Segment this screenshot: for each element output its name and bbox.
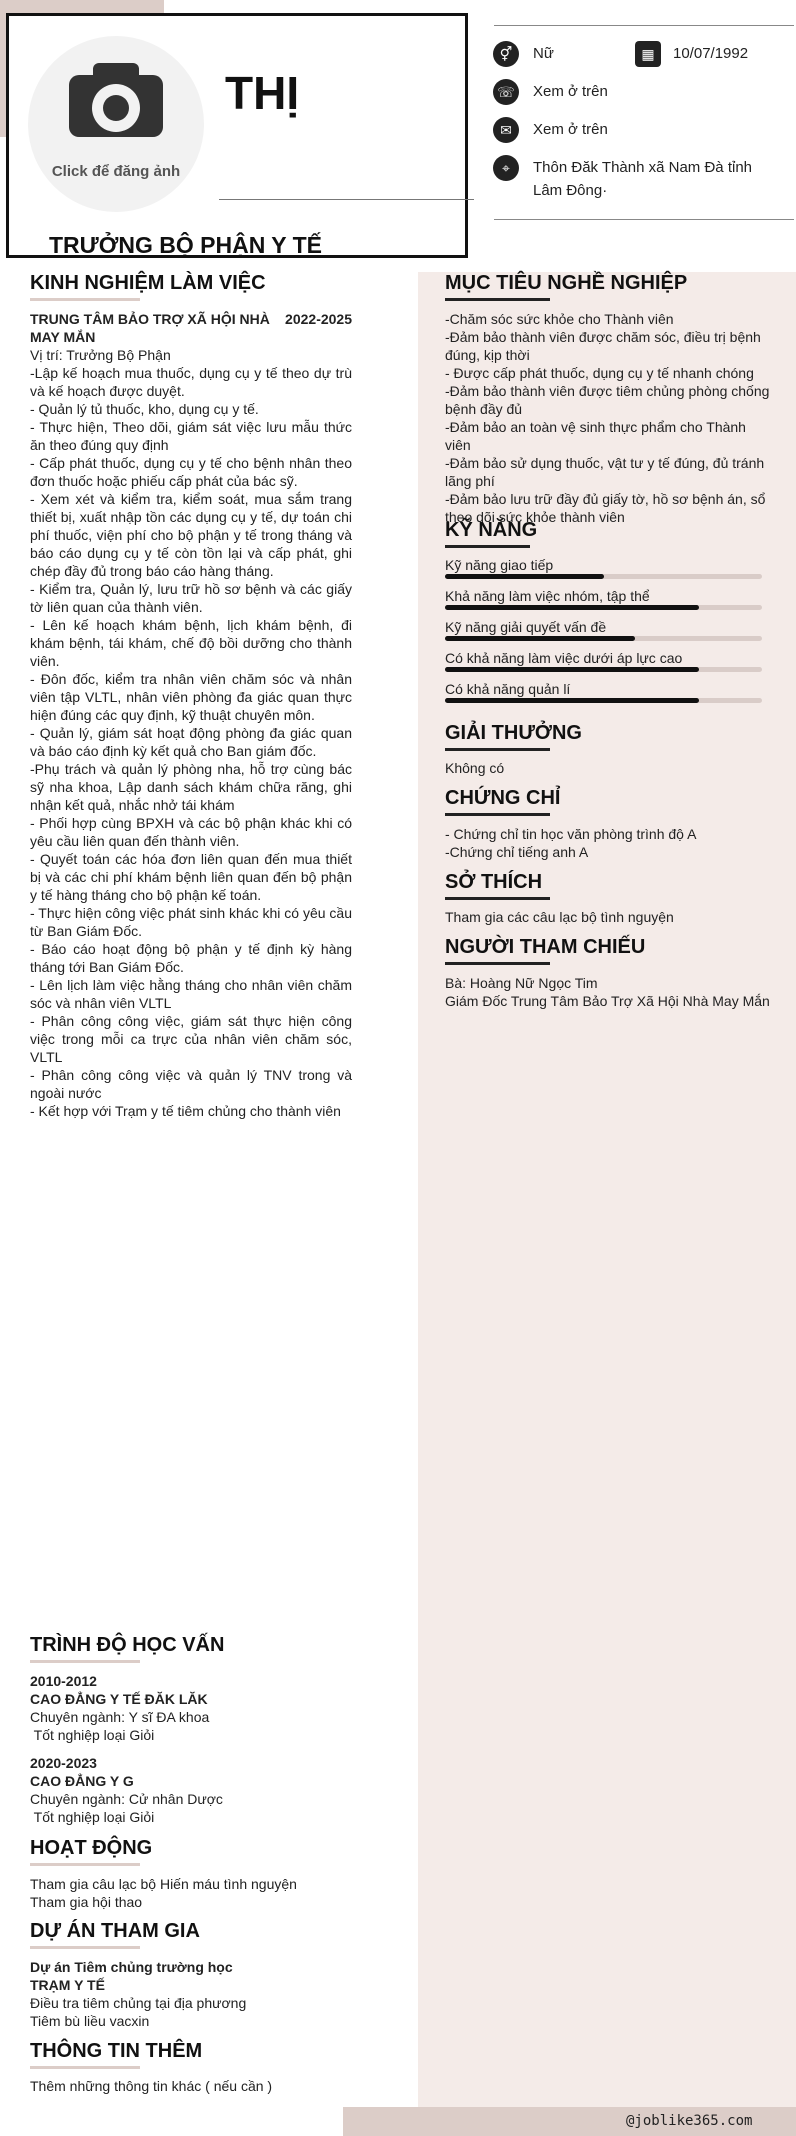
gender-icon: ⚥: [493, 41, 519, 67]
objective-item: -Đảm bảo thành viên được chăm sóc, điều trị bệnh đúng, kịp thời: [445, 329, 761, 363]
education-title: TRÌNH ĐỘ HỌC VẤN: [30, 1634, 225, 1656]
experience-role: Vị trí: Trưởng Bộ Phận: [30, 347, 171, 363]
skill-bar-fill: [445, 605, 699, 610]
references-title: NGƯỜI THAM CHIẾU: [445, 936, 646, 958]
activities-title-underline: [30, 1863, 140, 1866]
skill-bar-fill: [445, 667, 699, 672]
duty-item: - Lên kế hoạch khám bệnh, lịch khám bệnh, đi khám bệnh, tái khám, chế độ bồi dưỡng cho thành viên.: [30, 617, 352, 669]
objective-item: -Đảm bảo thành viên được tiêm chủng phòng chống bệnh đầy đủ: [445, 383, 770, 417]
email-icon: ✉: [493, 117, 519, 143]
education-title-underline: [30, 1660, 140, 1663]
activities-title: HOẠT ĐỘNG: [30, 1837, 153, 1859]
name-divider: [219, 199, 474, 200]
education-period: 2010-2012: [30, 1673, 97, 1689]
duty-item: -Lập kế hoạch mua thuốc, dụng cụ y tế theo dự trù và kế hoạch được duyệt.: [30, 365, 352, 399]
footer-brand[interactable]: @joblike365.com: [626, 2113, 753, 2129]
duty-item: - Quản lý tủ thuốc, kho, dụng cụ y tế.: [30, 401, 259, 417]
certificates-title: CHỨNG CHỈ: [445, 787, 561, 809]
objective-block: [445, 310, 775, 526]
experience-block: [30, 310, 352, 1120]
camera-lens-inner-icon: [103, 95, 129, 121]
duty-item: - Quyết toán các hóa đơn liên quan đến mua thiết bị và các chi phí khám bệnh liên quan đến bộ phận y tế hàng tháng cho bộ phận kế toán.: [30, 851, 352, 903]
phone-icon: ☏: [493, 79, 519, 105]
skill-label: Khả năng làm việc nhóm, tập thể: [445, 588, 650, 604]
objective-item: -Đảm bảo an toàn vệ sinh thực phẩm cho Thành viên: [445, 419, 746, 453]
skill-bar: [445, 667, 762, 672]
activities-block: [30, 1875, 350, 1911]
hobbies-text: Tham gia các câu lạc bộ tình nguyện: [445, 909, 674, 925]
duty-item: - Đôn đốc, kiểm tra nhân viên chăm sóc và nhân viên tập VLTL, nhân viên phòng đa giác quan thực hiện đúng các quy định, kỹ thuật chuyên môn.: [30, 671, 352, 723]
education-item: [30, 1672, 350, 1744]
phone-value: Xem ở trên: [533, 83, 608, 100]
education-grade: Tốt nghiệp loại Giỏi: [30, 1809, 155, 1825]
awards-title: GIẢI THƯỞNG: [445, 722, 582, 744]
project-role: TRẠM Y TẾ: [30, 1977, 105, 1993]
project-name: Dự án Tiêm chủng trường học: [30, 1959, 233, 1975]
duty-item: - Thực hiện, Theo dõi, giám sát việc lưu mẫu thức ăn theo đúng quy định: [30, 419, 352, 453]
certificates-block: [445, 825, 775, 861]
duty-item: - Phân công công việc, giám sát thực hiện công việc trong mỗi ca trực của nhân viên chăm sóc, VLTL: [30, 1013, 352, 1065]
header-box: [6, 13, 468, 258]
projects-block: [30, 1958, 350, 2030]
extra-title-underline: [30, 2066, 140, 2069]
awards-text: Không có: [445, 760, 505, 776]
skill-label: Kỹ năng giao tiếp: [445, 557, 554, 573]
certificate-item: -Chứng chỉ tiếng anh A: [445, 844, 589, 860]
experience-title-underline: [30, 298, 140, 301]
dob-value: 10/07/1992: [673, 45, 749, 62]
objective-item: -Chăm sóc sức khỏe cho Thành viên: [445, 311, 674, 327]
duty-item: - Kiểm tra, Quản lý, lưu trữ hồ sơ bệnh và các giấy tờ liên quan của thành viên.: [30, 581, 352, 615]
location-icon: ⌖: [493, 155, 519, 181]
extra-title: THÔNG TIN THÊM: [30, 2040, 203, 2062]
skill-bar-fill: [445, 698, 699, 703]
experience-title: KINH NGHIỆM LÀM VIỆC: [30, 272, 266, 294]
project-item: Tiêm bù liều vacxin: [30, 2013, 150, 2029]
experience-org: TRUNG TÂM BẢO TRỢ XÃ HỘI NHÀ: [30, 311, 270, 327]
gender-value: Nữ: [533, 45, 554, 62]
candidate-name: THỊ: [225, 67, 300, 119]
avatar-upload[interactable]: [28, 36, 204, 212]
certificate-item: - Chứng chỉ tin học văn phòng trình độ A: [445, 826, 697, 842]
skill-label: Kỹ năng giải quyết vấn đề: [445, 619, 607, 635]
right-column-background: [418, 272, 796, 2136]
reference-role: Giám Đốc Trung Tâm Bảo Trợ Xã Hội Nhà May Mắn: [445, 993, 770, 1009]
awards-title-underline: [445, 748, 550, 751]
skill-bar-fill: [445, 636, 635, 641]
contact-divider-top: [494, 25, 794, 26]
hobbies-title-underline: [445, 897, 550, 900]
duty-item: - Kết hợp với Trạm y tế tiêm chủng cho thành viên: [30, 1103, 341, 1119]
duty-item: - Cấp phát thuốc, dụng cụ y tế cho bệnh nhân theo đơn thuốc hoặc phiếu cấp phát của bác sỹ.: [30, 455, 352, 489]
skill-label: Có khả năng làm việc dưới áp lực cao: [445, 650, 683, 666]
projects-title-underline: [30, 1946, 140, 1949]
duty-item: -Phụ trách và quản lý phòng nha, hỗ trợ cùng bác sỹ nha khoa, Lập danh sách khám chữa răng, ghi nhận kết quả, nhắc nhở tái khám: [30, 761, 352, 813]
project-item: Điều tra tiêm chủng tại địa phương: [30, 1995, 247, 2011]
education-major: Chuyên ngành: Cử nhân Dược: [30, 1791, 223, 1807]
references-block: [445, 974, 785, 1010]
objective-title: MỤC TIÊU NGHỀ NGHIỆP: [445, 272, 688, 294]
activity-item: Tham gia hội thao: [30, 1894, 143, 1910]
hobbies-title: SỞ THÍCH: [445, 871, 543, 893]
duty-item: - Quản lý, giám sát hoạt động phòng đa giác quan và báo cáo định kỳ kết quả cho Ban giám đốc.: [30, 725, 352, 759]
education-major: Chuyên ngành: Y sĩ ĐA khoa: [30, 1709, 210, 1725]
address-line-2: Lâm Đông·: [533, 182, 608, 199]
avatar-upload-label[interactable]: Click để đăng ảnh: [51, 163, 181, 180]
skills-title-underline: [445, 545, 530, 548]
references-title-underline: [445, 962, 550, 965]
experience-org-line-2: MAY MẮN: [30, 329, 96, 345]
skill-bar: [445, 574, 762, 579]
duty-item: - Lên lịch làm việc hằng tháng cho nhân viên chăm sóc và nhân viên VLTL: [30, 977, 352, 1011]
education-school: CAO ĐẲNG Y TẾ ĐĂK LĂK: [30, 1691, 208, 1707]
objective-item: -Đảm bảo lưu trữ đầy đủ giấy tờ, hồ sơ bệnh án, sổ theo dõi sức khỏe thành viên: [445, 491, 766, 525]
duty-item: - Thực hiện công việc phát sinh khác khi có yêu cầu từ Ban Giám Đốc.: [30, 905, 352, 939]
objective-title-underline: [445, 298, 550, 301]
education-grade: Tốt nghiệp loại Giỏi: [30, 1727, 155, 1743]
duty-item: - Phân công công việc và quản lý TNV trong và ngoài nước: [30, 1067, 352, 1101]
skills-title: KỸ NĂNG: [445, 519, 538, 541]
address-line-1: Thôn Đăk Thành xã Nam Đà tỉnh: [533, 159, 753, 176]
candidate-position: TRƯỞNG BỘ PHẬN Y TẾ: [49, 232, 322, 258]
skill-bar: [445, 698, 762, 703]
extra-text: Thêm những thông tin khác ( nếu cần ): [30, 2078, 273, 2094]
reference-name: Bà: Hoàng Nữ Ngọc Tim: [445, 975, 598, 991]
email-value: Xem ở trên: [533, 121, 608, 138]
education-item: [30, 1754, 350, 1826]
experience-period: 2022-2025: [285, 311, 352, 327]
activity-item: Tham gia câu lạc bộ Hiến máu tình nguyện: [30, 1876, 297, 1892]
education-school: CAO ĐẲNG Y G: [30, 1773, 134, 1789]
projects-title: DỰ ÁN THAM GIA: [30, 1920, 200, 1942]
contact-divider-bottom: [494, 219, 794, 220]
skill-bar: [445, 636, 762, 641]
objective-item: - Được cấp phát thuốc, dụng cụ y tế nhanh chóng: [445, 365, 754, 381]
skill-bar: [445, 605, 762, 610]
calendar-icon: ▦: [635, 41, 661, 67]
duty-item: - Báo cáo hoạt động bộ phận y tế định kỳ hàng tháng tới Ban Giám Đốc.: [30, 941, 352, 975]
skill-bar-fill: [445, 574, 604, 579]
duty-item: - Phối hợp cùng BPXH và các bộ phận khác khi có yêu cầu liên quan đến thành viên.: [30, 815, 352, 849]
certificates-title-underline: [445, 813, 550, 816]
duty-item: - Xem xét và kiểm tra, kiểm soát, mua sắm trang thiết bị, xuất nhập tồn các dụng cụ y tế, dự toán chi phí thuốc, viện phí cho bộ phận y tế trong tháng và báo cáo dụng cụ y tế còn tồn lại và cấp phát, ghi chép đầy đủ trong báo cáo hàng tháng.: [30, 491, 352, 579]
skill-label: Có khả năng quản lí: [445, 681, 571, 697]
objective-item: -Đảm bảo sử dụng thuốc, vật tư y tế đúng, đủ tránh lãng phí: [445, 455, 765, 489]
education-period: 2020-2023: [30, 1755, 97, 1771]
